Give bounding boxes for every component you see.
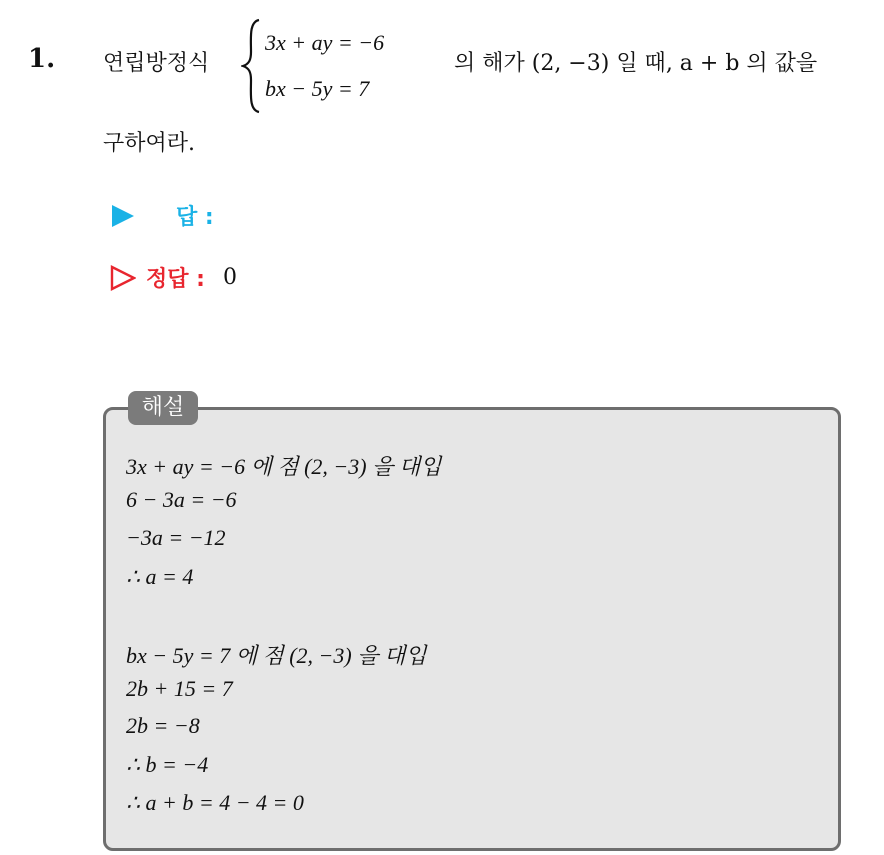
equation-system [241, 18, 431, 114]
correct-answer-row [110, 262, 237, 293]
system-equation-2: bx − 5y = 7 [265, 76, 370, 101]
filled-triangle-icon [110, 203, 136, 229]
explanation-line-3: −3a = −12 [126, 525, 226, 550]
explanation-line-5: bx − 5y = 7 에 점 (2, −3) 을 대입 [126, 643, 427, 668]
left-brace-icon [241, 18, 263, 114]
explanation-line-4: ∴ a = 4 [126, 564, 194, 589]
answer-label: 답 : [176, 205, 214, 230]
explanation-tab: 해설 [128, 391, 198, 425]
question-condition: 의 해가 (2, −3) 일 때, a + b 의 값을 [454, 51, 818, 76]
explanation-line-7: 2b = −8 [126, 713, 200, 738]
question-number: 1. [28, 44, 56, 74]
outline-triangle-icon [110, 265, 136, 291]
explanation-line-6: 2b + 15 = 7 [126, 676, 233, 701]
correct-answer-value: 0 [222, 265, 237, 290]
system-equation-1: 3x + ay = −6 [265, 30, 385, 55]
explanation-line-8: ∴ b = −4 [126, 752, 209, 777]
explanation-line-1: 3x + ay = −6 에 점 (2, −3) 을 대입 [126, 454, 442, 479]
explanation-line-2: 6 − 3a = −6 [126, 487, 237, 512]
question-intro: 연립방정식 [103, 51, 210, 76]
question-line-2: 구하여라. [103, 131, 196, 156]
correct-answer-label: 정답 : [146, 267, 205, 292]
answer-row [110, 200, 214, 231]
explanation-line-9: ∴ a + b = 4 − 4 = 0 [126, 790, 304, 815]
